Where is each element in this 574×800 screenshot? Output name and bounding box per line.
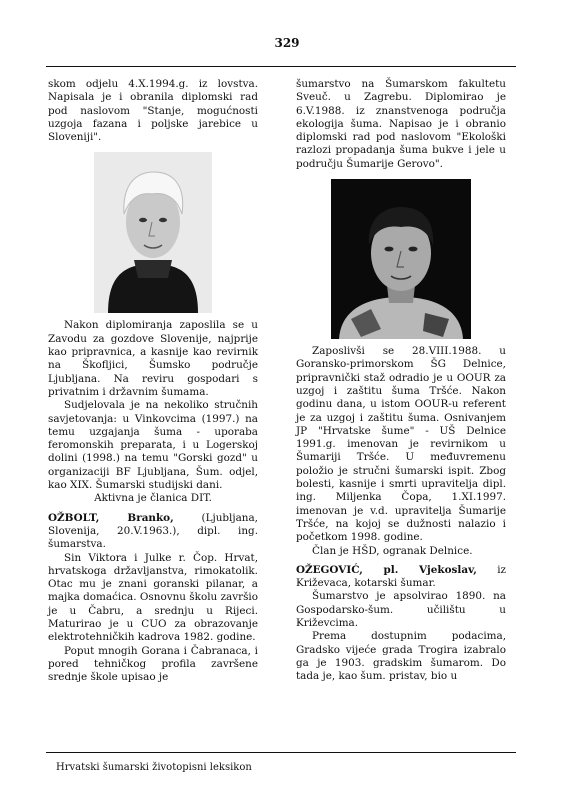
left-paragraph-3: Aktivna je članica DIT. <box>94 492 212 505</box>
left-column <box>48 78 258 685</box>
right-column <box>296 78 506 684</box>
footer-title: Hrvatski šumarski životopisni leksikon <box>56 762 252 773</box>
page-number: 329 <box>274 36 300 50</box>
top-rule <box>46 66 516 67</box>
left-paragraph-4: Sin Viktora i Julke r. Čop. Hrvat, hrvatskoga državljanstva, rimokatolik. Otac mu je znani goranski pilanar, a majka domaćica. Osnovnu školu završio je u Čabru, a srednju u Rijeci. Maturirao je u CUO za obrazovanje elektrotehničkih kadrova 1982. godine. <box>48 551 258 644</box>
right-paragraph-1: Zaposlivši se 28.VIII.1988. u Goransko-primorskom ŠG Delnice, pripravnički staž odradio je u OOUR za uzgoj i zaštitu šuma Tršće. Nakon godinu dana, u istom OOUR-u referent je za uzgoj i zaštitu šuma. Osnivanjem JP "Hrvatske šume" - UŠ Delnice 1991.g. imenovan je revirnikom u Šumariji Tršće. U međuvremenu položio je stručni šumarski ispit. Zbog bolesti, kasnije i smrti upravitelja dipl. ing. Miljenka Čopa, 1.XI.1997. imenovan je v.d. upravitelja Šumarije Tršće, na kojoj se dužnosti nalazio i početkom 1998. godine. <box>296 345 506 544</box>
right-paragraph-2: Član je HŠD, ogranak Delnice. <box>312 544 473 557</box>
left-intro: skom odjelu 4.X.1994.g. iz lovstva. Napisala je i obranila diplomski rad pod naslovom "Stanje, mogućnosti uzgoja fazana i poljske jarebice u Sloveniji". <box>48 78 258 144</box>
entry-ozegovic <box>296 564 506 591</box>
portrait-photo-woman <box>94 152 212 313</box>
entry-ozegovic-details: iz Križevaca, kotarski šumar. <box>296 563 506 590</box>
entry-ozbolt <box>48 512 258 552</box>
left-paragraph-1: Nakon diplomiranja zaposlila se u Zavodu za gozdove Slovenije, najprije kao pripravnica, a kasnije kao revirnik na Škofljici, Šumsko područje Ljubljana. Na reviru gospodari s privatnim i državnim šumama. <box>48 319 258 398</box>
entry-ozbolt-details: (Ljubljana, Slovenija, 20.V.1963.), dipl. ing. šumarstva. <box>48 511 258 551</box>
bottom-rule <box>46 752 516 753</box>
right-intro: šumarstvo na Šumarskom fakultetu Sveuč. u Zagrebu. Diplomirao je 6.V.1988. iz znanstvenoga područja ekologija šuma. Napisao je i obranio diplomski rad pod naslovom "Ekološki razlozi propadanja šuma bukve i jele u području Šumarije Gerovo". <box>296 78 506 170</box>
right-paragraph-3: Šumarstvo je apsolvirao 1890. na Gospodarsko-šum. učilištu u Križevcima. <box>296 590 506 630</box>
entry-ozegovic-name: OŽEGOVIĆ, pl. Vjekoslav, <box>296 563 477 576</box>
left-paragraph-5: Poput mnogih Gorana i Čabranaca, i pored tehničkog profila završene srednje škole upisao je <box>48 644 258 684</box>
portrait-man-image <box>331 179 471 339</box>
portrait-photo-man <box>331 179 471 339</box>
portrait-woman-image <box>94 152 212 313</box>
left-paragraph-2: Sudjelovala je na nekoliko stručnih savjetovanja: u Vinkovcima (1997.) na temu uzgajanja šuma - uporaba feromonskih preparata, i u Logerskoj dolini (1998.) na temu "Gorski gozd" u organizaciji BF Ljubljana, Šum. odjel, kao XIX. Šumarski studijski dani. <box>48 399 258 492</box>
right-paragraph-4: Prema dostupnim podacima, Gradsko vijeće grada Trogira izabralo ga je 1903. gradskim šumarom. Do tada je, kao šum. pristav, bio u <box>296 630 506 683</box>
entry-ozbolt-name: OŽBOLT, Branko, <box>48 511 174 524</box>
